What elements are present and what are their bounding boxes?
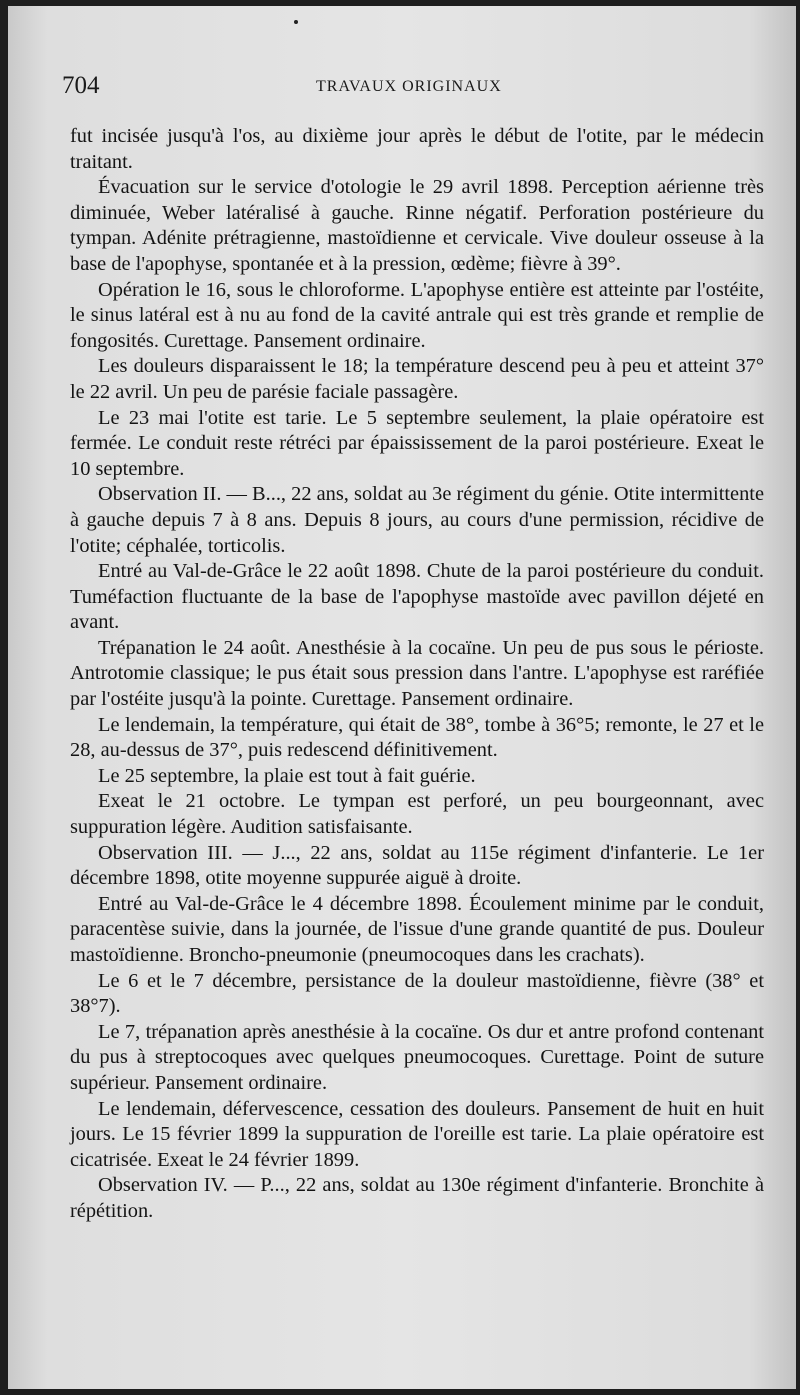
paragraph: Le 25 septembre, la plaie est tout à fait guérie. xyxy=(98,764,476,787)
paragraph: Le lendemain, la température, qui était de 38°, tombe à 36°5; remonte, le 27 et le 28, au-dessus de 37°, puis redescend définitivement. xyxy=(70,713,764,762)
paragraph: Entré au Val-de-Grâce le 4 décembre 1898. Écoulement minime par le conduit, paracentèse suivie, dans la journée, de l'issue d'une grande quantité de pus. Douleur mastoïdienne. Broncho-pneumonie (pneumocoques dans les crachats). xyxy=(70,892,764,966)
paragraph: Évacuation sur le service d'otologie le 29 avril 1898. Perception aérienne très diminuée, Weber latéralisé à gauche. Rinne négatif. Perforation postérieure du tympan. Adénite prétragienne, mastoïdienne et cervicale. Vive douleur osseuse à la base de l'apophyse, spontanée et à la pression, œdème; fièvre à 39°. xyxy=(70,176,764,275)
observation-heading-paragraph: Observation III. — J..., 22 ans, soldat au 115e régiment d'infanterie. Le 1er décembre 1898, otite moyenne suppurée aiguë à droite. xyxy=(70,841,764,890)
paragraph: Le 7, trépanation après anesthésie à la cocaïne. Os dur et antre profond contenant du pus à streptocoques avec quelques pneumocoques. Curettage. Point de suture supérieur. Pansement ordinaire. xyxy=(70,1020,764,1094)
print-speck xyxy=(294,20,298,24)
page-header xyxy=(62,72,762,106)
paragraph: Exeat le 21 octobre. Le tympan est perforé, un peu bourgeonnant, avec suppuration légère. Audition satisfaisante. xyxy=(70,790,764,839)
paragraph: Le 23 mai l'otite est tarie. Le 5 septembre seulement, la plaie opératoire est fermée. Le conduit reste rétréci par épaississement de la paroi postérieure. Exeat le 10 septembre. xyxy=(70,406,764,480)
paragraph: Trépanation le 24 août. Anesthésie à la cocaïne. Un peu de pus sous le périoste. Antrotomie classique; le pus était sous pression dans l'antre. L'apophyse est raréfiée par l'ostéite jusqu'à la pointe. Curettage. Pansement ordinaire. xyxy=(70,636,764,711)
page-number: 704 xyxy=(62,72,100,99)
observation-heading-paragraph: Observation II. — B..., 22 ans, soldat au 3e régiment du génie. Otite intermittente à gauche depuis 7 à 8 ans. Depuis 8 jours, au cours d'une permission, récidive de l'otite; céphalée, torticolis. xyxy=(70,483,764,557)
book-page xyxy=(8,6,796,1389)
paragraph: Le lendemain, défervescence, cessation des douleurs. Pansement de huit en huit jours. Le 15 février 1899 la suppuration de l'oreille est tarie. La plaie opératoire est cicatrisée. Exeat le 24 février 1899. xyxy=(70,1097,764,1171)
observation-heading-paragraph: Observation IV. — P..., 22 ans, soldat au 130e régiment d'infanterie. Bronchite à répétition. xyxy=(70,1174,764,1222)
paragraph: fut incisée jusqu'à l'os, au dixième jour après le début de l'otite, par le médecin traitant. xyxy=(70,125,764,173)
paragraph: Les douleurs disparaissent le 18; la température descend peu à peu et atteint 37° le 22 avril. Un peu de parésie faciale passagère. xyxy=(70,355,764,403)
running-title: TRAVAUX ORIGINAUX xyxy=(316,78,502,95)
paragraph: Opération le 16, sous le chloroforme. L'apophyse entière est atteinte par l'ostéite, le sinus latéral est à nu au fond de la cavité antrale qui est très grande et remplie de fongosités. Curettage. Pansement ordinaire. xyxy=(70,278,764,352)
paragraph: Entré au Val-de-Grâce le 22 août 1898. Chute de la paroi postérieure du conduit. Tuméfaction fluctuante de la base de l'apophyse mastoïde avec pavillon déjeté en avant. xyxy=(70,560,764,634)
paragraph: Le 6 et le 7 décembre, persistance de la douleur mastoïdienne, fièvre (38° et 38°7). xyxy=(70,969,764,1018)
body-text xyxy=(70,124,764,1225)
